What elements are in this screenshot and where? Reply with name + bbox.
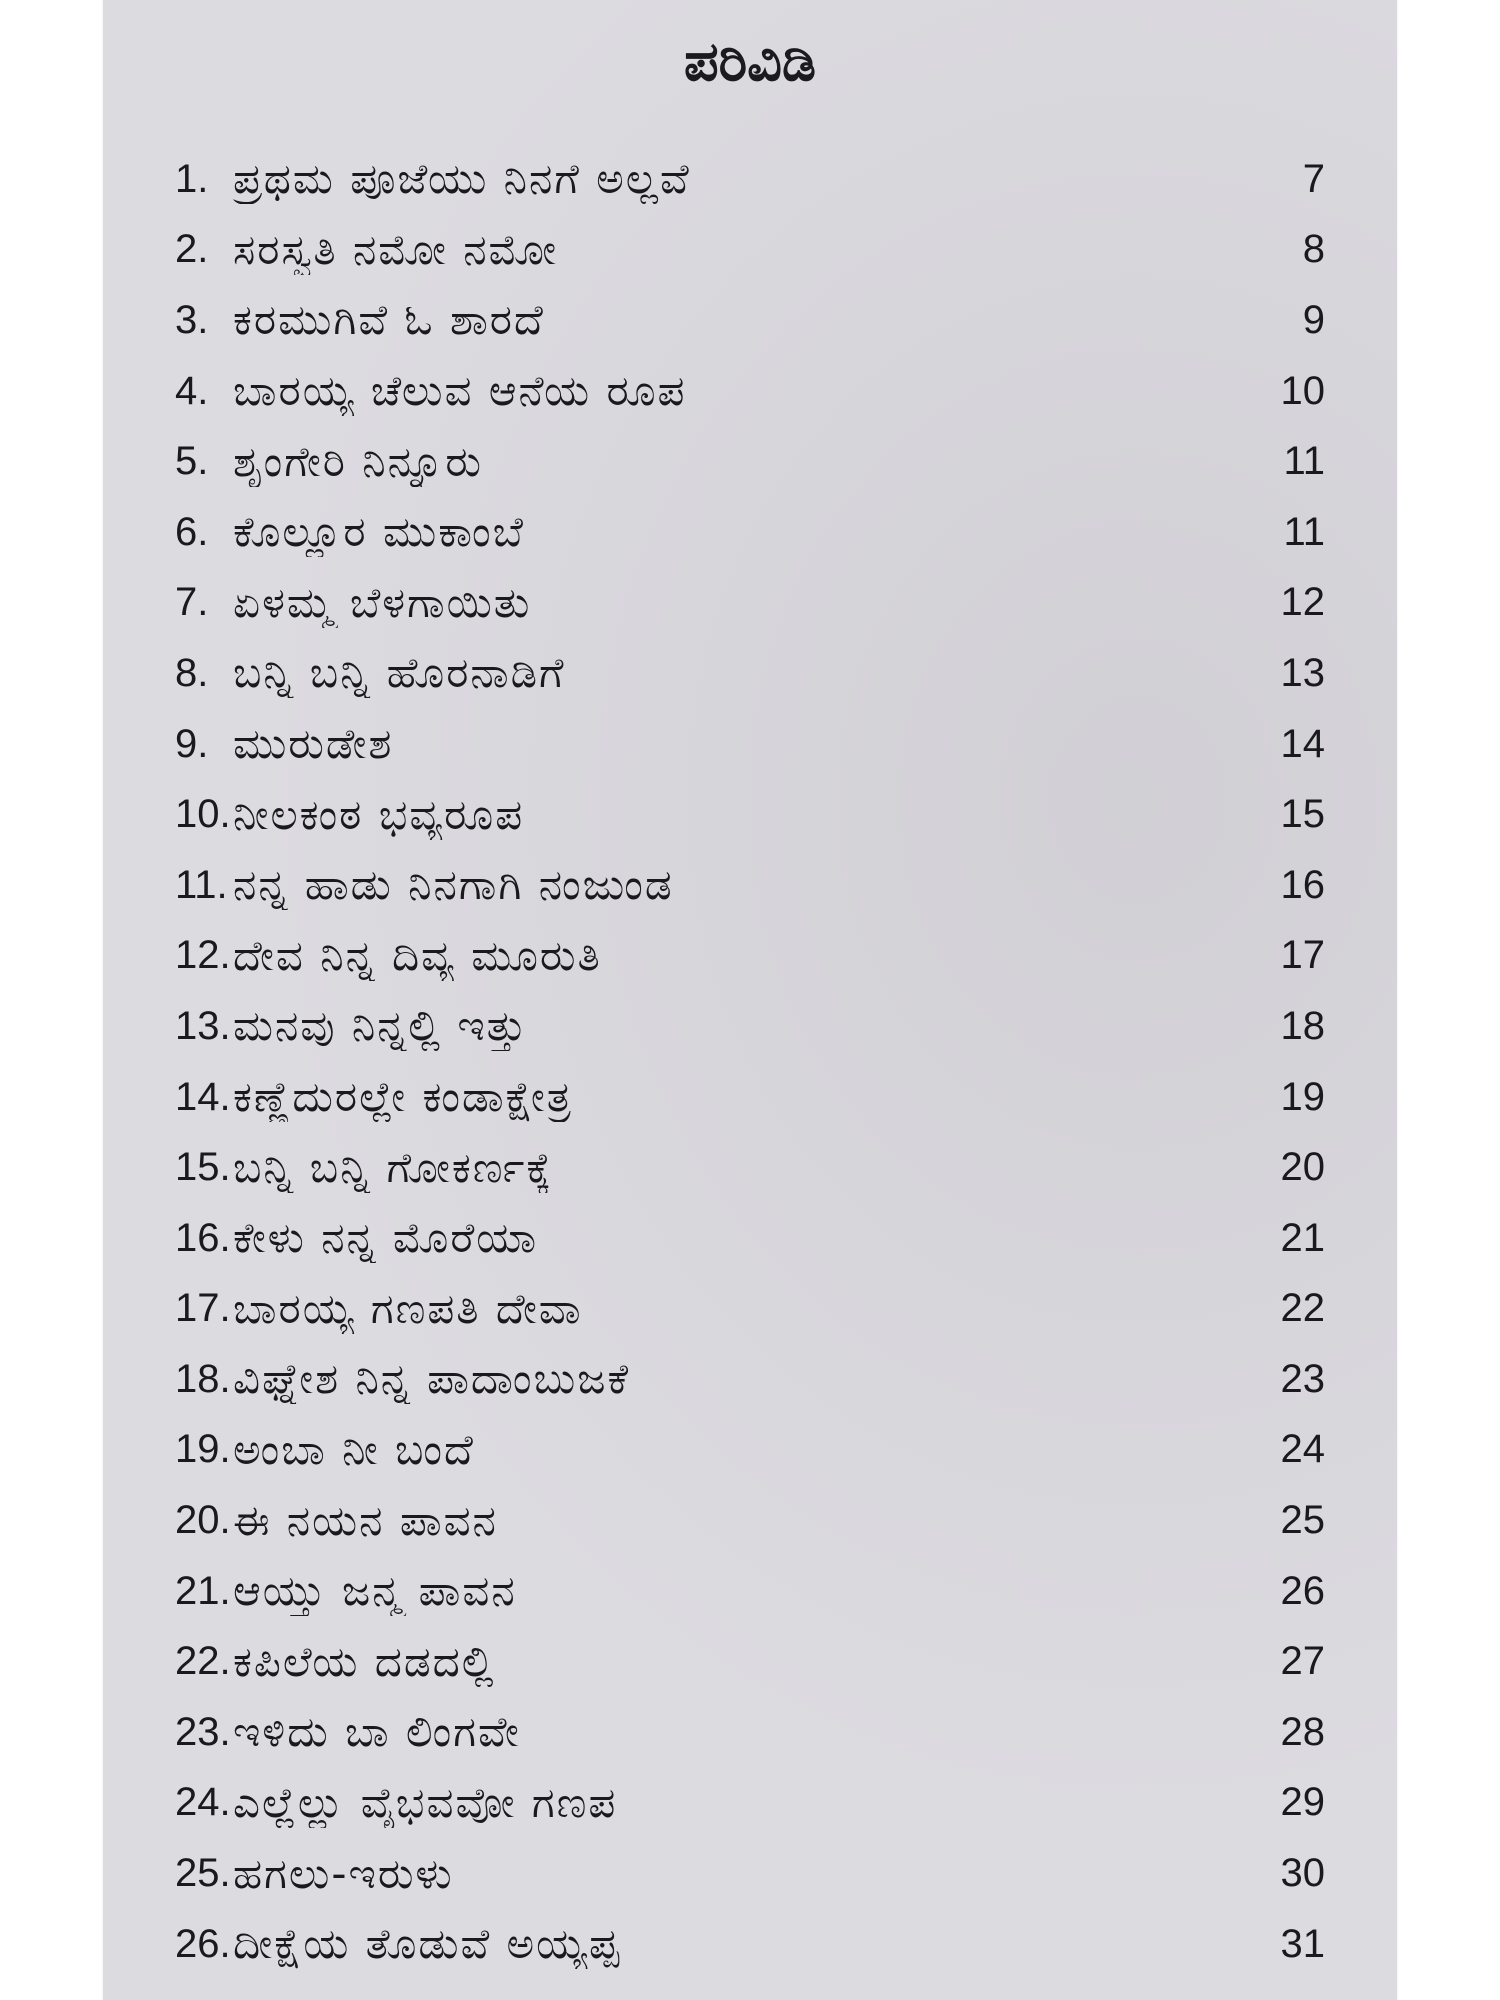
entry-title: ದೀಕ್ಷೆಯ ತೊಡುವೆ ಅಯ್ಯಪ್ಪ bbox=[233, 1919, 622, 1969]
entry-page-number: 17 bbox=[1280, 933, 1325, 978]
entry-number: 23. bbox=[175, 1709, 231, 1754]
entry-number: 18. bbox=[175, 1356, 231, 1401]
entry-number: 3. bbox=[175, 297, 209, 342]
toc-entry bbox=[175, 285, 1325, 356]
entry-page-number: 27 bbox=[1280, 1639, 1325, 1684]
toc-entry bbox=[175, 1556, 1325, 1627]
toc-entry bbox=[175, 1274, 1325, 1345]
page-title: ಪರಿವಿಡಿ bbox=[684, 30, 816, 93]
entry-title: ಕೇಳು ನನ್ನ ಮೊರೆಯಾ bbox=[233, 1213, 539, 1263]
entry-title: ಎಲ್ಲೆಲ್ಲು ವೈಭವವೋ ಗಣಪ bbox=[233, 1777, 618, 1827]
toc-entry bbox=[175, 1768, 1325, 1839]
entry-title: ಕಣ್ಣೆದುರಲ್ಲೇ ಕಂಡಾಕ್ಷೇತ್ರ bbox=[233, 1072, 573, 1122]
entry-title: ಕಪಿಲೆಯ ದಡದಲ್ಲಿ bbox=[233, 1636, 496, 1686]
entry-number: 1. bbox=[175, 156, 209, 201]
entry-page-number: 12 bbox=[1280, 580, 1325, 625]
entry-number: 20. bbox=[175, 1498, 231, 1543]
entry-number: 22. bbox=[175, 1639, 231, 1684]
entry-title: ಶೃಂಗೇರಿ ನಿನ್ನೂರು bbox=[233, 436, 483, 486]
toc-entry bbox=[175, 568, 1325, 639]
entry-page-number: 16 bbox=[1280, 862, 1325, 907]
entry-page-number: 7 bbox=[1302, 156, 1325, 201]
entry-title: ಹಗಲು-ಇರುಳು bbox=[233, 1848, 454, 1898]
entry-title: ಅಂಬಾ ನೀ ಬಂದೆ bbox=[233, 1424, 475, 1474]
entry-number: 6. bbox=[175, 509, 209, 554]
toc-entry bbox=[175, 144, 1325, 215]
entry-title: ನೀಲಕಂಠ ಭವ್ಯರೂಪ bbox=[233, 789, 525, 839]
entry-number: 17. bbox=[175, 1286, 231, 1331]
toc-entry bbox=[175, 638, 1325, 709]
entry-title: ಇಳಿದು ಬಾ ಲಿಂಗವೇ bbox=[233, 1707, 521, 1757]
book-page bbox=[103, 0, 1397, 2000]
entry-title: ವಿಘ್ನೇಶ ನಿನ್ನ ಪಾದಾಂಬುಜಕೆ bbox=[233, 1354, 631, 1404]
toc-entry bbox=[175, 850, 1325, 921]
toc-entry bbox=[175, 356, 1325, 427]
entry-number: 24. bbox=[175, 1780, 231, 1825]
entry-number: 5. bbox=[175, 439, 209, 484]
toc-entry bbox=[175, 1203, 1325, 1274]
entry-title: ಈ ನಯನ ಪಾವನ bbox=[233, 1495, 498, 1545]
entry-number: 21. bbox=[175, 1568, 231, 1613]
entry-number: 8. bbox=[175, 650, 209, 695]
entry-page-number: 13 bbox=[1280, 650, 1325, 695]
entry-title: ಆಯ್ತು ಜನ್ಮ ಪಾವನ bbox=[233, 1566, 517, 1616]
entry-number: 9. bbox=[175, 721, 209, 766]
entry-page-number: 26 bbox=[1280, 1568, 1325, 1613]
entry-page-number: 8 bbox=[1302, 227, 1325, 272]
entry-page-number: 24 bbox=[1280, 1427, 1325, 1472]
entry-title: ಬನ್ನಿ ಬನ್ನಿ ಹೊರನಾಡಿಗೆ bbox=[233, 648, 566, 698]
toc-entry bbox=[175, 1626, 1325, 1697]
entry-title: ಮುರುಡೇಶ bbox=[233, 719, 394, 769]
entry-page-number: 22 bbox=[1280, 1286, 1325, 1331]
toc-entry bbox=[175, 1132, 1325, 1203]
entry-title: ಏಳಮ್ಮ ಬೆಳಗಾಯಿತು bbox=[233, 577, 532, 627]
entry-page-number: 31 bbox=[1280, 1921, 1325, 1966]
toc-entry bbox=[175, 779, 1325, 850]
entry-page-number: 20 bbox=[1280, 1145, 1325, 1190]
entry-title: ಬನ್ನಿ ಬನ್ನಿ ಗೋಕರ್ಣಕ್ಕೆ bbox=[233, 1142, 553, 1192]
entry-title: ಬಾರಯ್ಯ ಗಣಪತಿ ದೇವಾ bbox=[233, 1283, 583, 1333]
toc-entry bbox=[175, 1838, 1325, 1909]
entry-number: 2. bbox=[175, 227, 209, 272]
entry-page-number: 11 bbox=[1283, 439, 1325, 484]
entry-title: ಪ್ರಥಮ ಪೂಜೆಯು ನಿನಗೆ ಅಲ್ಲವೆ bbox=[233, 154, 691, 204]
entry-title: ನನ್ನ ಹಾಡು ನಿನಗಾಗಿ ನಂಜುಂಡ bbox=[233, 860, 674, 910]
entry-page-number: 19 bbox=[1280, 1074, 1325, 1119]
entry-number: 10. bbox=[175, 792, 231, 837]
entry-title: ಕರಮುಗಿವೆ ಓ ಶಾರದೆ bbox=[233, 295, 545, 345]
entry-page-number: 11 bbox=[1283, 509, 1325, 554]
entry-page-number: 23 bbox=[1280, 1356, 1325, 1401]
table-of-contents bbox=[175, 144, 1325, 1979]
entry-number: 16. bbox=[175, 1215, 231, 1260]
toc-entry bbox=[175, 426, 1325, 497]
entry-title: ದೇವ ನಿನ್ನ ದಿವ್ಯ ಮೂರುತಿ bbox=[233, 930, 602, 980]
toc-entry bbox=[175, 1415, 1325, 1486]
entry-title: ಮನವು ನಿನ್ನಲ್ಲಿ ಇತ್ತು bbox=[233, 1001, 528, 1051]
entry-page-number: 10 bbox=[1280, 368, 1325, 413]
entry-page-number: 30 bbox=[1280, 1851, 1325, 1896]
entry-number: 7. bbox=[175, 580, 209, 625]
toc-entry bbox=[175, 709, 1325, 780]
entry-number: 26. bbox=[175, 1921, 231, 1966]
entry-page-number: 15 bbox=[1280, 792, 1325, 837]
entry-page-number: 28 bbox=[1280, 1709, 1325, 1754]
entry-number: 13. bbox=[175, 1003, 231, 1048]
toc-entry bbox=[175, 1062, 1325, 1133]
entry-number: 25. bbox=[175, 1851, 231, 1896]
entry-number: 4. bbox=[175, 368, 209, 413]
toc-entry bbox=[175, 497, 1325, 568]
toc-entry bbox=[175, 1485, 1325, 1556]
entry-page-number: 14 bbox=[1280, 721, 1325, 766]
entry-page-number: 18 bbox=[1280, 1003, 1325, 1048]
toc-entry bbox=[175, 215, 1325, 286]
entry-title: ಸರಸ್ವತಿ ನಮೋ ನಮೋ bbox=[233, 224, 559, 274]
entry-number: 15. bbox=[175, 1145, 231, 1190]
toc-entry bbox=[175, 1344, 1325, 1415]
entry-title: ಬಾರಯ್ಯ ಚೆಲುವ ಆನೆಯ ರೂಪ bbox=[233, 366, 687, 416]
entry-number: 12. bbox=[175, 933, 231, 978]
entry-page-number: 21 bbox=[1280, 1215, 1325, 1260]
entry-number: 14. bbox=[175, 1074, 231, 1119]
toc-entry bbox=[175, 1697, 1325, 1768]
entry-title: ಕೊಲ್ಲೂರ ಮುಕಾಂಬೆ bbox=[233, 507, 525, 557]
entry-page-number: 9 bbox=[1302, 297, 1325, 342]
toc-entry bbox=[175, 1909, 1325, 1980]
toc-entry bbox=[175, 921, 1325, 992]
entry-page-number: 29 bbox=[1280, 1780, 1325, 1825]
entry-number: 19. bbox=[175, 1427, 231, 1472]
toc-entry bbox=[175, 991, 1325, 1062]
entry-number: 11. bbox=[175, 862, 228, 907]
entry-page-number: 25 bbox=[1280, 1498, 1325, 1543]
